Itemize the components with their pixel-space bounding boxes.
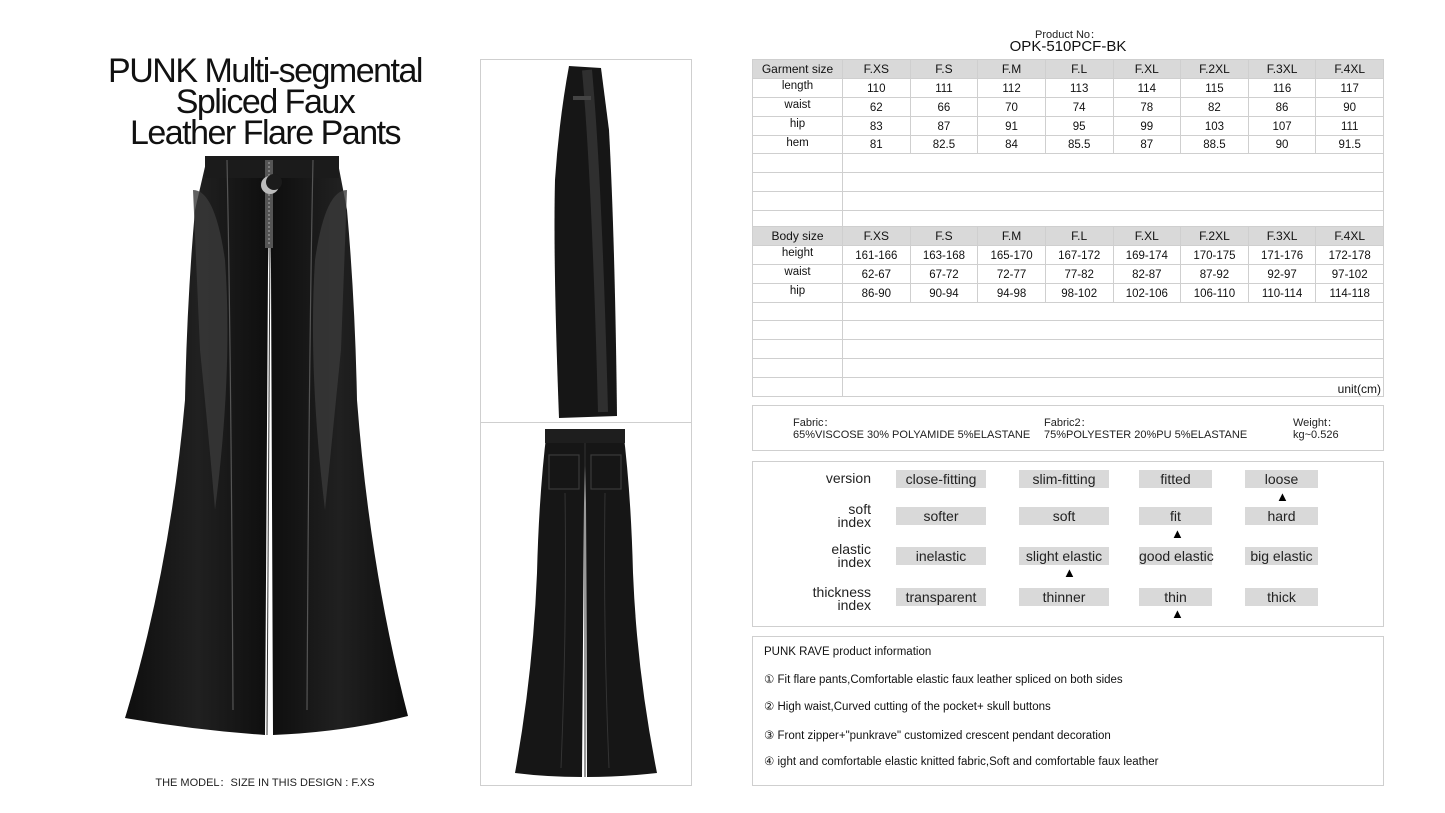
table-cell: 82 <box>1181 97 1249 116</box>
table-cell: 116 <box>1248 78 1316 97</box>
fabric-1-value: 65%VISCOSE 30% POLYAMIDE 5%ELASTANE <box>793 429 1031 441</box>
empty-row <box>753 321 1384 340</box>
elastic-index-label: elastic index <box>831 541 871 570</box>
table-cell: 165-170 <box>978 245 1046 264</box>
table-cell: 167-172 <box>1045 245 1113 264</box>
table-cell: 82.5 <box>910 135 978 154</box>
elastic-index-option: big elastic <box>1245 547 1318 565</box>
product-info-item: ③ Front zipper+"punkrave" customized crescent pendant decoration <box>764 730 1111 742</box>
product-info-box <box>752 636 1384 786</box>
side-view-photo <box>480 59 692 423</box>
empty-row <box>753 173 1384 192</box>
table-cell: 117 <box>1316 78 1384 97</box>
soft-index-option-selected: fit <box>1139 507 1212 525</box>
product-info-item: ① Fit flare pants,Comfortable elastic faux leather spliced on both sides <box>764 674 1123 686</box>
table-header-cell: F.XS <box>843 60 911 79</box>
table-header-cell: F.M <box>978 227 1046 246</box>
row-label: hip <box>753 283 843 302</box>
version-option: fitted <box>1139 470 1212 488</box>
weight <box>1293 417 1339 441</box>
table-row <box>753 78 1384 97</box>
table-header-cell: F.3XL <box>1248 227 1316 246</box>
table-cell: 85.5 <box>1045 135 1113 154</box>
table-cell: 103 <box>1181 116 1249 135</box>
table-cell: 84 <box>978 135 1046 154</box>
table-header-cell: Garment size <box>753 60 843 79</box>
product-info-item: ④ ight and comfortable elastic knitted fabric,Soft and comfortable faux leather <box>764 756 1159 768</box>
weight-value: kg~0.526 <box>1293 429 1339 441</box>
table-cell: 110 <box>843 78 911 97</box>
thickness-index-option: thinner <box>1019 588 1109 606</box>
title-line-2: Spliced Faux <box>175 83 355 121</box>
elastic-index-option: inelastic <box>896 547 986 565</box>
table-cell: 87-92 <box>1181 264 1249 283</box>
fabric-2-label: Fabric2： <box>1044 417 1092 429</box>
selected-marker: ▲ <box>1063 565 1076 580</box>
table-cell: 161-166 <box>843 245 911 264</box>
thickness-index-option: thick <box>1245 588 1318 606</box>
row-label: hem <box>753 135 843 154</box>
thickness-index-option: transparent <box>896 588 986 606</box>
title-line-3: Leather Flare Pants <box>129 114 401 152</box>
body-size-table <box>752 226 1384 397</box>
unit-label: unit(cm) <box>843 378 1384 397</box>
version-option: slim-fitting <box>1019 470 1109 488</box>
table-cell: 91 <box>978 116 1046 135</box>
soft-index-option: hard <box>1245 507 1318 525</box>
fabric-1 <box>793 417 1030 441</box>
thickness-index-option-selected: thin <box>1139 588 1212 606</box>
table-header-cell: F.4XL <box>1316 227 1384 246</box>
table-cell: 74 <box>1045 97 1113 116</box>
table-cell: 86-90 <box>843 283 911 302</box>
fabric-2 <box>1044 417 1247 441</box>
table-header-cell: F.XS <box>843 227 911 246</box>
table-header-cell: Body size <box>753 227 843 246</box>
table-cell: 110-114 <box>1248 283 1316 302</box>
row-label: height <box>753 245 843 264</box>
back-view-photo <box>480 422 692 786</box>
soft-index-label: soft index <box>837 501 871 530</box>
table-cell: 87 <box>910 116 978 135</box>
table-cell: 172-178 <box>1316 245 1384 264</box>
table-cell: 169-174 <box>1113 245 1181 264</box>
table-header-cell: F.S <box>910 227 978 246</box>
table-header-cell: F.2XL <box>1181 227 1249 246</box>
table-cell: 62-67 <box>843 264 911 283</box>
table-header-cell: F.2XL <box>1181 60 1249 79</box>
row-label: waist <box>753 97 843 116</box>
table-header-cell: F.M <box>978 60 1046 79</box>
table-cell: 115 <box>1181 78 1249 97</box>
table-row <box>753 116 1384 135</box>
table-cell: 98-102 <box>1045 283 1113 302</box>
table-cell: 112 <box>978 78 1046 97</box>
selected-marker: ▲ <box>1276 489 1289 504</box>
empty-row <box>753 192 1384 211</box>
table-header-cell: F.3XL <box>1248 60 1316 79</box>
table-cell: 67-72 <box>910 264 978 283</box>
product-title <box>70 52 460 152</box>
row-label: hip <box>753 116 843 135</box>
table-cell: 81 <box>843 135 911 154</box>
thickness-index-label: thickness index <box>812 584 871 613</box>
garment-size-header-row <box>753 60 1384 79</box>
fabric-info-box <box>752 405 1384 451</box>
table-cell: 88.5 <box>1181 135 1249 154</box>
elastic-index-option-selected: slight elastic <box>1019 547 1109 565</box>
table-header-cell: F.S <box>910 60 978 79</box>
table-row <box>753 283 1384 302</box>
empty-row <box>753 154 1384 173</box>
body-size-header-row <box>753 227 1384 246</box>
model-size-note: THE MODEL：SIZE IN THIS DESIGN : F.XS <box>155 777 375 789</box>
table-header-cell: F.4XL <box>1316 60 1384 79</box>
table-cell: 106-110 <box>1181 283 1249 302</box>
soft-index-option: soft <box>1019 507 1109 525</box>
table-header-cell: F.XL <box>1113 227 1181 246</box>
weight-label: Weight： <box>1293 417 1339 429</box>
table-cell: 107 <box>1248 116 1316 135</box>
front-view-photo <box>115 150 425 745</box>
table-cell: 90-94 <box>910 283 978 302</box>
version-option-selected: loose <box>1245 470 1318 488</box>
table-cell: 90 <box>1316 97 1384 116</box>
row-label: waist <box>753 264 843 283</box>
table-cell: 111 <box>1316 116 1384 135</box>
table-cell: 91.5 <box>1316 135 1384 154</box>
table-cell: 102-106 <box>1113 283 1181 302</box>
table-header-cell: F.XL <box>1113 60 1181 79</box>
table-row <box>753 135 1384 154</box>
table-cell: 113 <box>1045 78 1113 97</box>
product-info-title: PUNK RAVE product information <box>764 646 932 658</box>
table-cell: 94-98 <box>978 283 1046 302</box>
table-cell: 111 <box>910 78 978 97</box>
fabric-2-value: 75%POLYESTER 20%PU 5%ELASTANE <box>1044 429 1248 441</box>
table-cell: 114 <box>1113 78 1181 97</box>
table-cell: 90 <box>1248 135 1316 154</box>
version-label: version <box>825 470 871 486</box>
elastic-index-option: good elastic <box>1139 548 1214 564</box>
table-cell: 97-102 <box>1316 264 1384 283</box>
table-cell: 83 <box>843 116 911 135</box>
fabric-1-label: Fabric： <box>793 417 835 429</box>
table-cell: 70 <box>978 97 1046 116</box>
row-label: length <box>753 78 843 97</box>
table-cell: 72-77 <box>978 264 1046 283</box>
table-cell: 170-175 <box>1181 245 1249 264</box>
empty-row <box>753 340 1384 359</box>
table-cell: 66 <box>910 97 978 116</box>
selected-marker: ▲ <box>1171 526 1184 541</box>
unit-row <box>753 378 1384 397</box>
selected-marker: ▲ <box>1171 606 1184 621</box>
table-header-cell: F.L <box>1045 227 1113 246</box>
empty-row <box>753 359 1384 378</box>
table-cell: 92-97 <box>1248 264 1316 283</box>
empty-row <box>753 302 1384 321</box>
table-cell: 114-118 <box>1316 283 1384 302</box>
title-line-1: PUNK Multi-segmental <box>108 52 422 90</box>
version-option: close-fitting <box>896 470 986 488</box>
table-cell: 77-82 <box>1045 264 1113 283</box>
table-cell: 87 <box>1113 135 1181 154</box>
table-cell: 99 <box>1113 116 1181 135</box>
product-number: OPK-510PCF-BK <box>1009 38 1127 55</box>
garment-size-table <box>752 59 1384 230</box>
table-cell: 86 <box>1248 97 1316 116</box>
table-cell: 62 <box>843 97 911 116</box>
table-cell: 95 <box>1045 116 1113 135</box>
product-number-label: Product No： <box>1034 29 1102 41</box>
table-header-cell: F.L <box>1045 60 1113 79</box>
table-cell: 82-87 <box>1113 264 1181 283</box>
table-cell: 163-168 <box>910 245 978 264</box>
fit-index-box <box>752 461 1384 627</box>
soft-index-option: softer <box>896 507 986 525</box>
product-info-item: ② High waist,Curved cutting of the pocket+ skull buttons <box>764 701 1051 713</box>
table-row <box>753 264 1384 283</box>
table-row <box>753 245 1384 264</box>
table-cell: 171-176 <box>1248 245 1316 264</box>
table-row <box>753 97 1384 116</box>
table-cell: 78 <box>1113 97 1181 116</box>
